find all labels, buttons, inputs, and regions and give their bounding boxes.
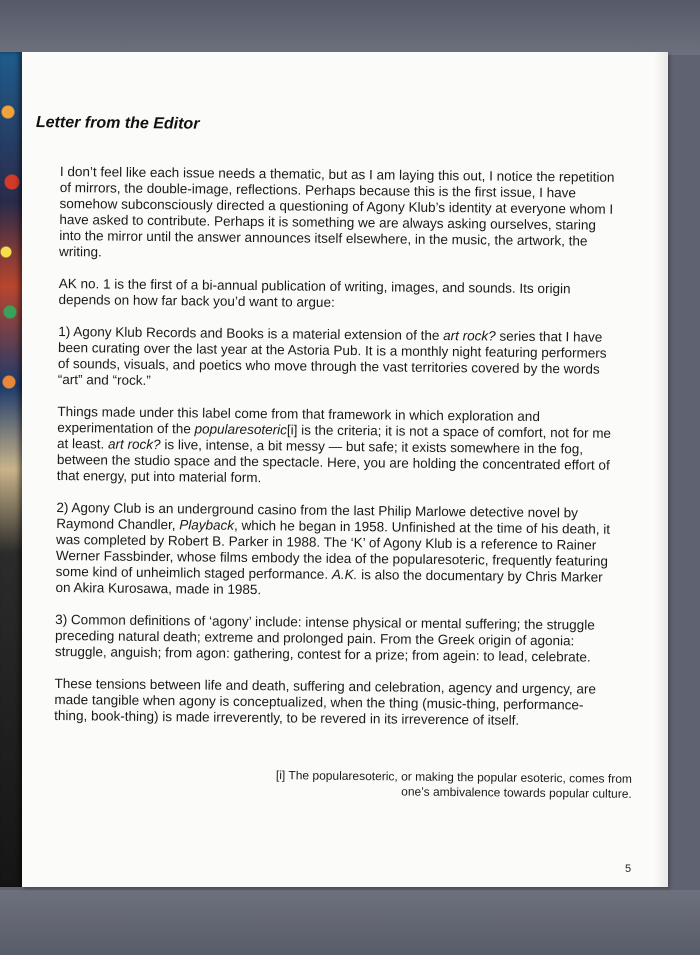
magazine-cover-edge <box>0 52 22 887</box>
film-title-italic: A.K. <box>331 566 358 583</box>
page-title: Letter from the Editor <box>35 114 200 133</box>
magazine-page <box>22 52 668 887</box>
series-title-italic: art rock? <box>443 328 496 344</box>
text-run: is live, intense, a bit messy — but safe; it exists somewhere in the fog, between the studio space and the spectacle. Here, you are holding the concentrated effort of that energy, put into material form. <box>56 437 610 486</box>
text-run: , which he began in 1958. Unfinished at the time of his death, it was completed by Robert B. Parker in 1988. The ‘K’ of Agony Klub is a reference to Rainer Werner Fassbinder, whose films embody the idea of the popularesoteric, frequently featuring some kind of unheimlich staged performance. <box>55 517 611 582</box>
paragraph-tensions: These tensions between life and death, suffering and celebration, agency and urgency, are made tangible when agony is conceptualized, when the thing (music-thing, performance-thing, book-thing) is made irreverently, to be revered in its irreverence of itself. <box>54 675 596 728</box>
footnote: [i] The popularesoteric, or making the popular esoteric, comes from one’s ambivalence towards popular culture. <box>275 768 632 801</box>
letter-body <box>54 164 622 746</box>
page-number: 5 <box>625 863 632 875</box>
page-fold-shadow <box>654 52 668 887</box>
text-run: Things made under this label come from that framework in which exploration and experimentation of the <box>57 403 540 437</box>
paragraph-records-and-books <box>58 324 621 394</box>
text-run: series that I have been curating over the last year at the Astoria Pub. It is a monthly night featuring performers of sounds, visuals, and poetics who move through the vast territories covered by the words “art” and “rock.” <box>57 328 607 388</box>
novel-title-italic: Playback <box>179 517 235 533</box>
paragraph-origin: AK no. 1 is the first of a bi-annual publication of writing, images, and sounds. Its origin depends on how far back you’d want to argue: <box>58 275 571 310</box>
paragraph-mirrors: I don’t feel like each issue needs a thematic, but as I am laying this out, I notice the repetition of mirrors, the double-image, reflections. Perhaps because this is the first issue, I have somehow subconsciously directed a questioning of Agony Klub’s identity at everyone whom I have asked to contribute. Perhaps it is something we are always asking ourselves, staring into the mirror until the answer announces itself elsewhere, in the music, the artwork, the writing. <box>59 164 615 260</box>
text-run: is also the documentary by Chris Marker on Akira Kurosawa, made in 1985. <box>55 567 603 598</box>
paragraph-definitions: 3) Common definitions of ‘agony’ include: intense physical or mental suffering; the struggle preceding natural death; extreme and prolonged pain. From the Greek origin of agonia: struggle, anguish; from agon: gathering, contest for a prize; from agein: to lead, celebrate. <box>54 611 595 665</box>
paragraph-framework <box>57 404 620 490</box>
text-run: 1) Agony Klub Records and Books is a material extension of the <box>58 323 444 344</box>
term-italic: popularesoteric <box>194 421 287 438</box>
series-title-italic: art rock? <box>108 436 161 453</box>
paragraph-agony-club <box>55 500 618 602</box>
scan-background-bottom <box>0 890 700 955</box>
text-run: 2) Agony Club is an underground casino from the last Philip Marlowe detective novel by Raymond Chandler, <box>56 499 578 533</box>
text-run: [i] is the criteria; it is not a space of comfort, not for me at least. <box>56 422 612 452</box>
scan-background-top <box>0 0 700 55</box>
